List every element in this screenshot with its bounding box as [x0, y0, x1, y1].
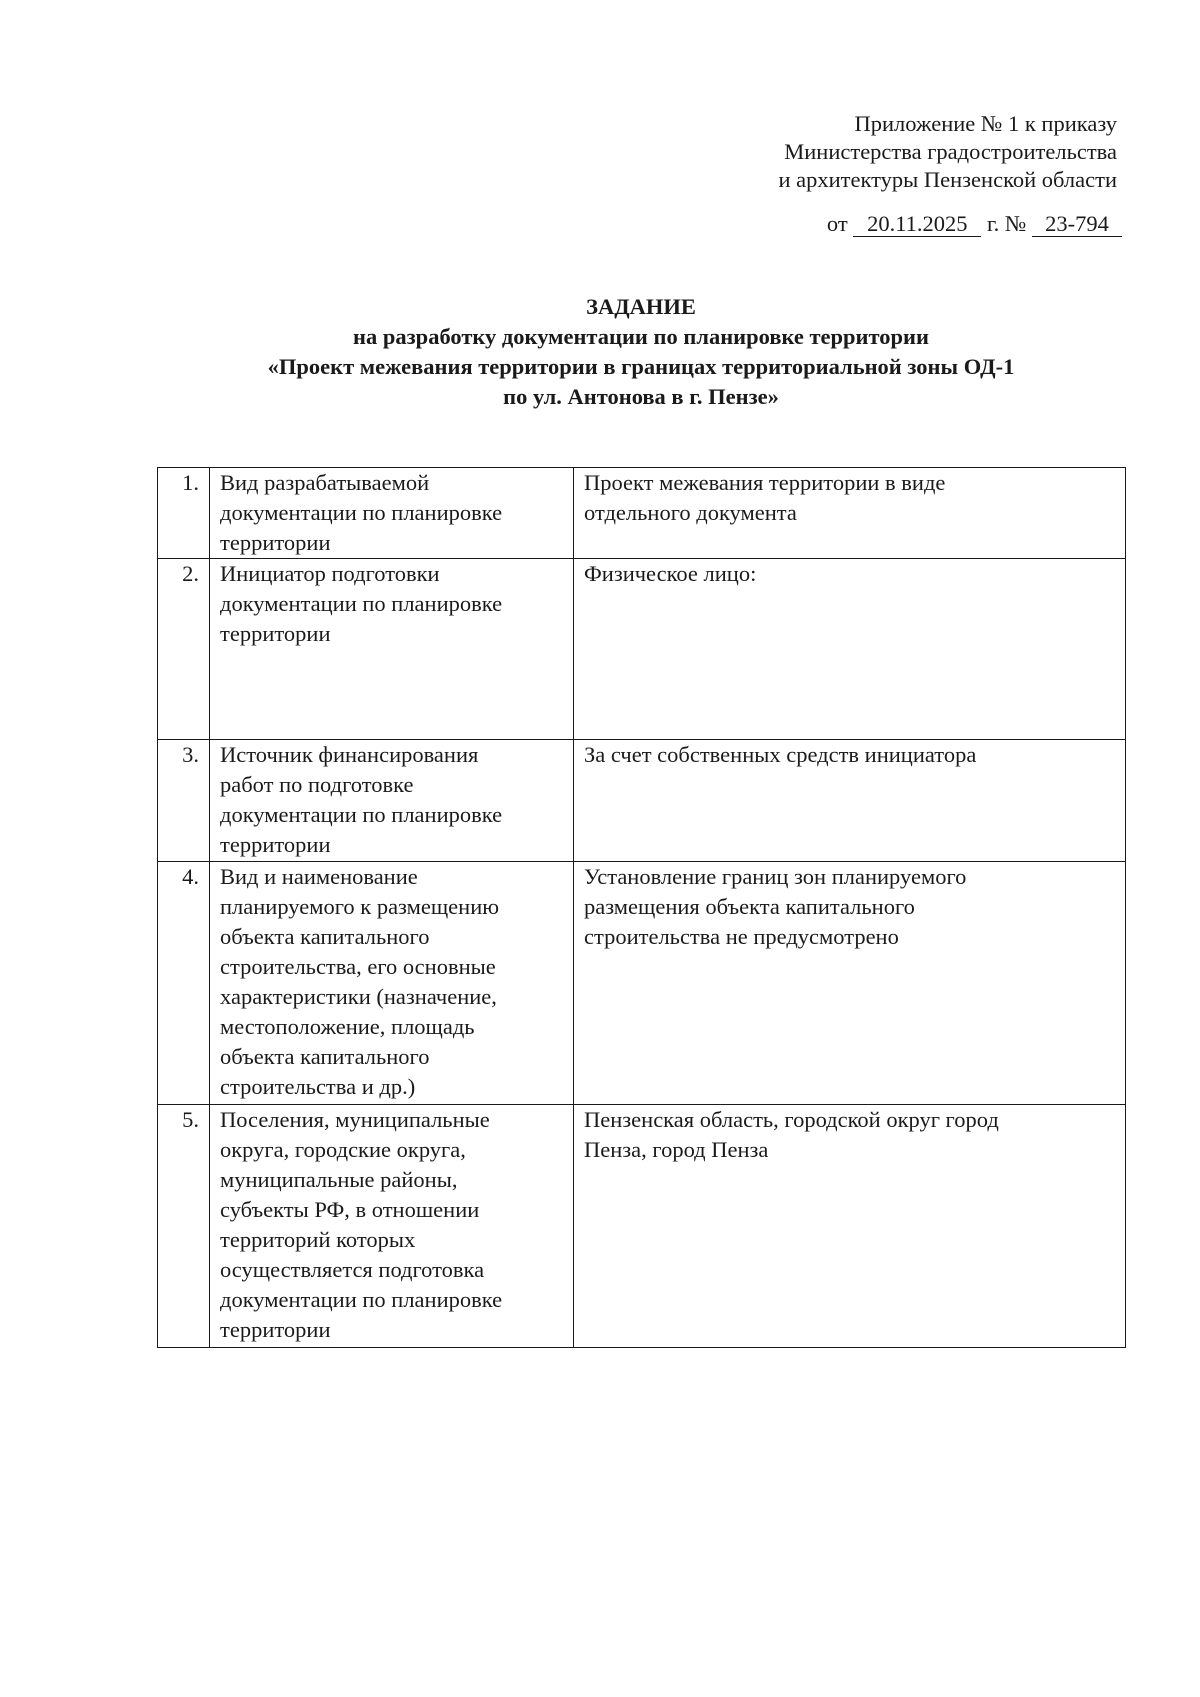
row-number: 4.: [158, 862, 210, 1105]
title-heading: ЗАДАНИЕ: [586, 294, 696, 319]
row-value: Проект межевания территории в виде отдельного документа: [574, 468, 1126, 559]
table-row: [158, 862, 1126, 1105]
row-number: 3.: [158, 740, 210, 862]
row-label: Вид и наименование планируемого к размещению объекта капитального строительства, его основные характеристики (назначение, местоположение, площадь объекта капитального строительства и др.): [210, 862, 574, 1105]
order-date-number: [827, 210, 1122, 238]
order-date: 20.11.2025: [853, 212, 981, 237]
task-table: [157, 467, 1126, 1348]
table-row: [158, 468, 1126, 559]
appendix-header: [778, 110, 1117, 194]
row-label: Поселения, муниципальные округа, городские округа, муниципальные районы, субъекты РФ, в отношении территорий которых осуществляется подготовка документации по планировке территории: [210, 1105, 574, 1348]
row-value: За счет собственных средств инициатора: [574, 740, 1126, 862]
order-number: 23-794: [1032, 212, 1122, 237]
row-number: 1.: [158, 468, 210, 559]
row-value: Пензенская область, городской округ город Пенза, город Пенза: [574, 1105, 1126, 1348]
row-label: Источник финансирования работ по подготовке документации по планировке территории: [210, 740, 574, 862]
appendix-line: и архитектуры Пензенской области: [778, 167, 1117, 192]
row-value: Установление границ зон планируемого размещения объекта капитального строительства не предусмотрено: [574, 862, 1126, 1105]
row-label: Вид разрабатываемой документации по планировке территории: [210, 468, 574, 559]
row-value: Физическое лицо:: [574, 559, 1126, 740]
order-number-label: №: [1004, 211, 1027, 236]
table-row: [158, 1105, 1126, 1348]
row-number: 5.: [158, 1105, 210, 1348]
row-number: 2.: [158, 559, 210, 740]
appendix-line: Приложение № 1 к приказу: [854, 111, 1117, 136]
table-row: [158, 559, 1126, 740]
row-label: Инициатор подготовки документации по планировке территории: [210, 559, 574, 740]
order-from-label: от: [826, 211, 848, 236]
table-row: [158, 740, 1126, 862]
title-line: «Проект межевания территории в границах территориальной зоны ОД-1: [267, 354, 1015, 379]
appendix-line: Министерства градостроительства: [784, 139, 1117, 164]
order-year-suffix: г.: [986, 211, 1000, 236]
title-line: на разработку документации по планировке территории: [353, 324, 929, 349]
title-line: по ул. Антонова в г. Пензе»: [503, 384, 779, 409]
document-title: [157, 292, 1125, 412]
